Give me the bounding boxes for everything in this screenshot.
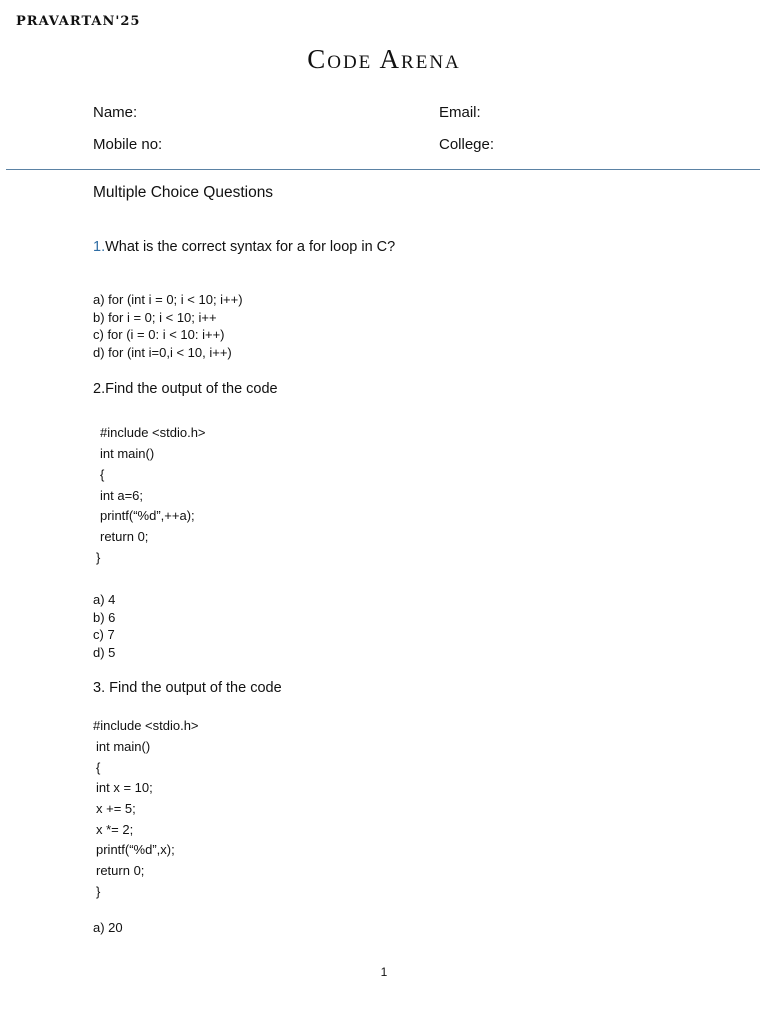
college-label: College:	[439, 136, 495, 153]
code-line: }	[96, 884, 101, 899]
question-1-options	[93, 291, 243, 361]
option-item: a) for (int i = 0; i < 10; i++)	[93, 292, 243, 307]
code-line: return 0;	[96, 863, 145, 878]
option-item: c) 7	[93, 627, 115, 642]
option-item: d) for (int i=0,i < 10, i++)	[93, 344, 232, 360]
header-divider	[6, 169, 760, 170]
code-line: int x = 10;	[96, 780, 153, 795]
page-number: 1	[380, 965, 388, 979]
question-3-text: Find the output of the code	[105, 680, 282, 696]
option-item: d) 5	[93, 644, 116, 660]
question-2-text: Find the output of the code	[105, 381, 278, 397]
code-line: }	[96, 550, 101, 565]
option-item: b) 6	[93, 609, 116, 625]
code-line: #include <stdio.h>	[100, 425, 206, 440]
code-line: printf(“%d”,x);	[96, 842, 175, 857]
question-1-number: 1.	[93, 239, 106, 255]
question-3-number: 3.	[93, 680, 106, 696]
code-line: int a=6;	[100, 488, 144, 503]
question-1	[93, 239, 395, 255]
code-line: x *= 2;	[96, 822, 134, 837]
question-2-options	[93, 591, 115, 661]
question-2	[93, 381, 278, 397]
option-item: a) 20	[93, 920, 123, 935]
question-3	[93, 680, 282, 696]
code-line: int main()	[96, 739, 151, 754]
code-line: {	[96, 760, 101, 775]
section-title: Multiple Choice Questions	[93, 184, 274, 201]
code-line: int main()	[100, 446, 155, 461]
option-item: b) for i = 0; i < 10; i++	[93, 309, 217, 325]
page-title: Code Arena	[307, 44, 461, 74]
question-1-text: What is the correct syntax for a for loop in C?	[105, 239, 396, 255]
question-3-options	[93, 919, 123, 937]
mobile-label: Mobile no:	[93, 136, 163, 153]
option-item: c) for (i = 0: i < 10: i++)	[93, 327, 225, 342]
name-label: Name:	[93, 104, 138, 121]
brand-label: PRAVARTAN'25	[16, 14, 141, 29]
option-item: a) 4	[93, 592, 116, 607]
code-line: x += 5;	[96, 801, 136, 816]
code-line: #include <stdio.h>	[93, 718, 199, 733]
code-line: {	[100, 467, 105, 482]
email-label: Email:	[439, 104, 481, 121]
question-2-number: 2.	[93, 381, 106, 397]
code-line: printf(“%d”,++a);	[100, 508, 195, 523]
code-line: return 0;	[100, 529, 149, 544]
